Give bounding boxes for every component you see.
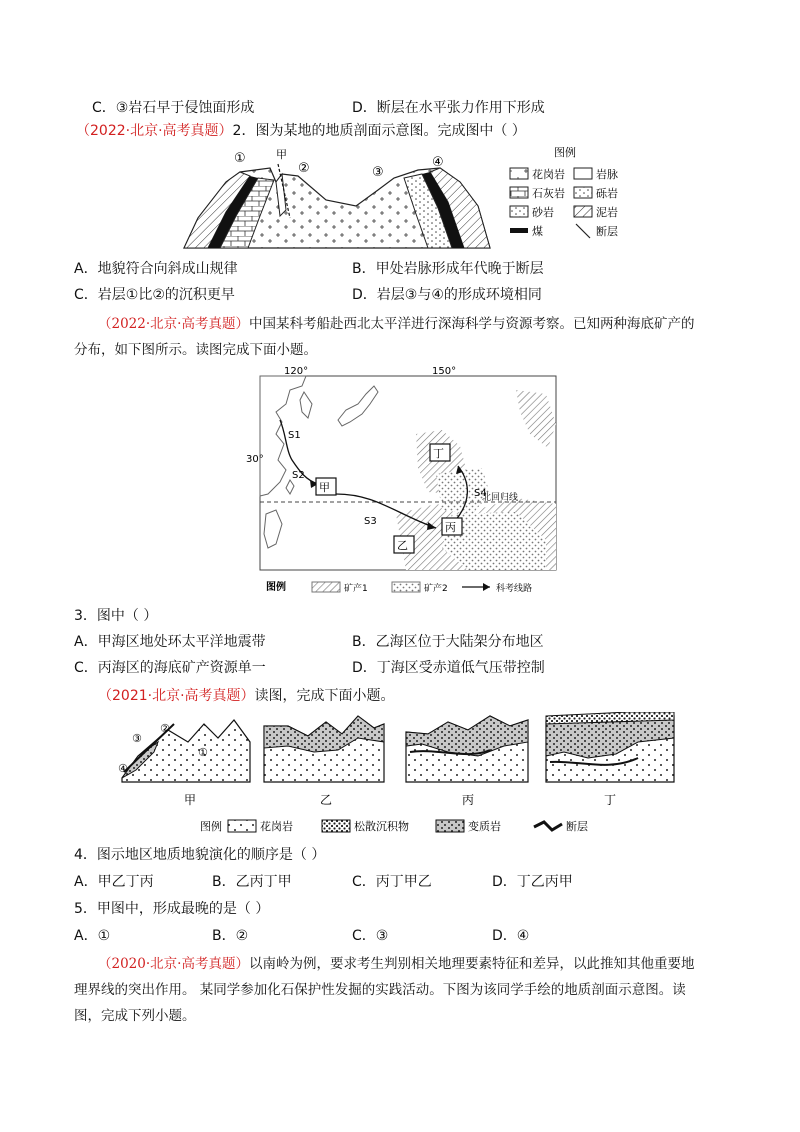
q5-option-c: C．③ [352,928,389,944]
q45-marker-4: ④ [118,762,128,775]
q3-option-a: A．甲海区地处环太平洋地震带 [74,634,266,650]
q3-intro-1: 中国某科考船赴西北太平洋进行深海科学与资源考察。已知两种海底矿产的 [248,316,695,332]
q2-option-c: C．岩层①比②的沉积更早 [74,287,235,303]
q4-option-b: B．乙丙丁甲 [212,874,292,890]
q3-map-lon-120: 120° [284,366,309,377]
q6-intro-3: 图，完成下列小题。 [74,1008,196,1024]
q45-panel-bing: 丙 [462,793,475,807]
q6-intro-1: 以南岭为例，要求考生判别相关地理要素特征和差异，以此推知其他重要地 [248,956,695,972]
q45-intro: 读图，完成下面小题。 [254,688,395,704]
q2-legend-title: 图例 [554,146,576,159]
q2-marker-2: ② [298,161,310,176]
q2-legend-coal: 煤 [532,225,543,238]
q3-map-legend-mineral-2: 矿产2 [424,584,448,594]
q4-option-c: C．丙丁甲乙 [352,874,432,890]
q5-option-a: A．① [74,928,111,944]
q45-legend-title: 图例 [200,820,222,833]
q3-intro-line-1 [98,314,694,334]
q3-map-area-yi: 乙 [397,539,408,552]
q2-stem: 2．图为某地的地质剖面示意图。完成图中（ ） [232,123,526,139]
q2-option-a: A．地貌符合向斜成山规律 [74,261,238,277]
q1-option-d: D．断层在水平张力作用下形成 [352,100,545,116]
q45-legend-sediment: 松散沉积物 [354,820,409,833]
q3-map-area-jia: 甲 [319,481,330,494]
q3-map-area-bing: 丙 [445,521,456,534]
q2-legend-granite: 花岗岩 [532,168,565,181]
q45-panel-yi: 乙 [320,793,333,807]
q6-intro-line-1 [98,954,694,974]
q1-option-c: C．③岩石早于侵蚀面形成 [92,100,255,116]
q3-map-area-ding: 丁 [433,447,444,460]
q45-legend-metamorphic: 变质岩 [468,820,501,833]
q45-marker-1: ① [198,746,208,759]
q3-option-c: C．丙海区的海底矿产资源单一 [74,660,266,676]
q45-legend-fault: 断层 [566,820,588,833]
q2-legend-conglomerate: 砾岩 [596,187,618,200]
q2-option-b: B．甲处岩脉形成年代晚于断层 [352,261,544,277]
q4-stem: 4．图示地区地质地貌演化的顺序是（ ） [74,847,326,863]
q3-map-station-s1: S1 [288,430,301,441]
q3-map-tropic-label: 北回归线 [482,493,519,503]
q2-legend-fault: 断层 [596,225,618,238]
q5-stem: 5．甲图中，形成最晚的是（ ） [74,901,270,917]
q2-marker-1: ① [234,151,246,166]
q2-marker-4: ④ [432,155,444,170]
q2-legend-mudstone: 泥岩 [596,206,618,219]
q2-legend-dyke: 岩脉 [596,168,618,181]
q3-map-legend-mineral-1: 矿产1 [344,584,368,594]
q2-source: （2022·北京·高考真题） [76,123,233,139]
q2-marker-jia: 甲 [276,148,287,161]
q2-geology-section-figure [178,146,628,252]
q6-source: （2020·北京·高考真题） [98,956,249,972]
q45-intro-line [98,686,395,706]
q45-source: （2021·北京·高考真题） [98,688,255,704]
q3-pacific-map-figure [246,364,570,598]
q3-stem: 3．图中（ ） [74,608,158,624]
q2-stem-line [76,121,526,141]
q4-option-d: D．丁乙丙甲 [492,874,573,890]
q45-geology-evolution-figure [118,712,678,836]
q3-map-station-s3: S3 [364,516,377,527]
q2-option-d: D．岩层③与④的形成环境相同 [352,287,542,303]
q4-option-a: A．甲乙丁丙 [74,874,154,890]
q3-source: （2022·北京·高考真题） [98,316,249,332]
q3-option-b: B．乙海区位于大陆架分布地区 [352,634,544,650]
q2-marker-3: ③ [372,165,384,180]
q3-map-station-s2: S2 [292,470,305,481]
q45-marker-2: ② [160,722,170,735]
q45-legend-granite: 花岗岩 [260,820,293,833]
q3-option-d: D．丁海区受赤道低气压带控制 [352,660,545,676]
q45-panel-jia: 甲 [184,793,197,807]
q6-intro-2: 理界线的突出作用。 某同学参加化石保护性发掘的实践活动。下图为该同学手绘的地质剖面示意图。读 [74,982,686,998]
q2-legend-limestone: 石灰岩 [532,187,565,200]
q5-option-d: D．④ [492,928,530,944]
q3-map-station-s4: S4 [474,488,487,499]
q45-marker-3: ③ [132,732,142,745]
q3-map-legend-title: 图例 [266,582,286,593]
q3-intro-2: 分布，如下图所示。读图完成下面小题。 [74,342,317,358]
q5-option-b: B．② [212,928,249,944]
q2-legend-sandstone: 砂岩 [532,206,554,219]
q3-map-lon-150: 150° [432,366,457,377]
q3-map-legend-route: 科考线路 [496,584,533,594]
q3-map-lat-30: 30° [246,454,264,465]
q45-panel-ding: 丁 [604,793,617,807]
